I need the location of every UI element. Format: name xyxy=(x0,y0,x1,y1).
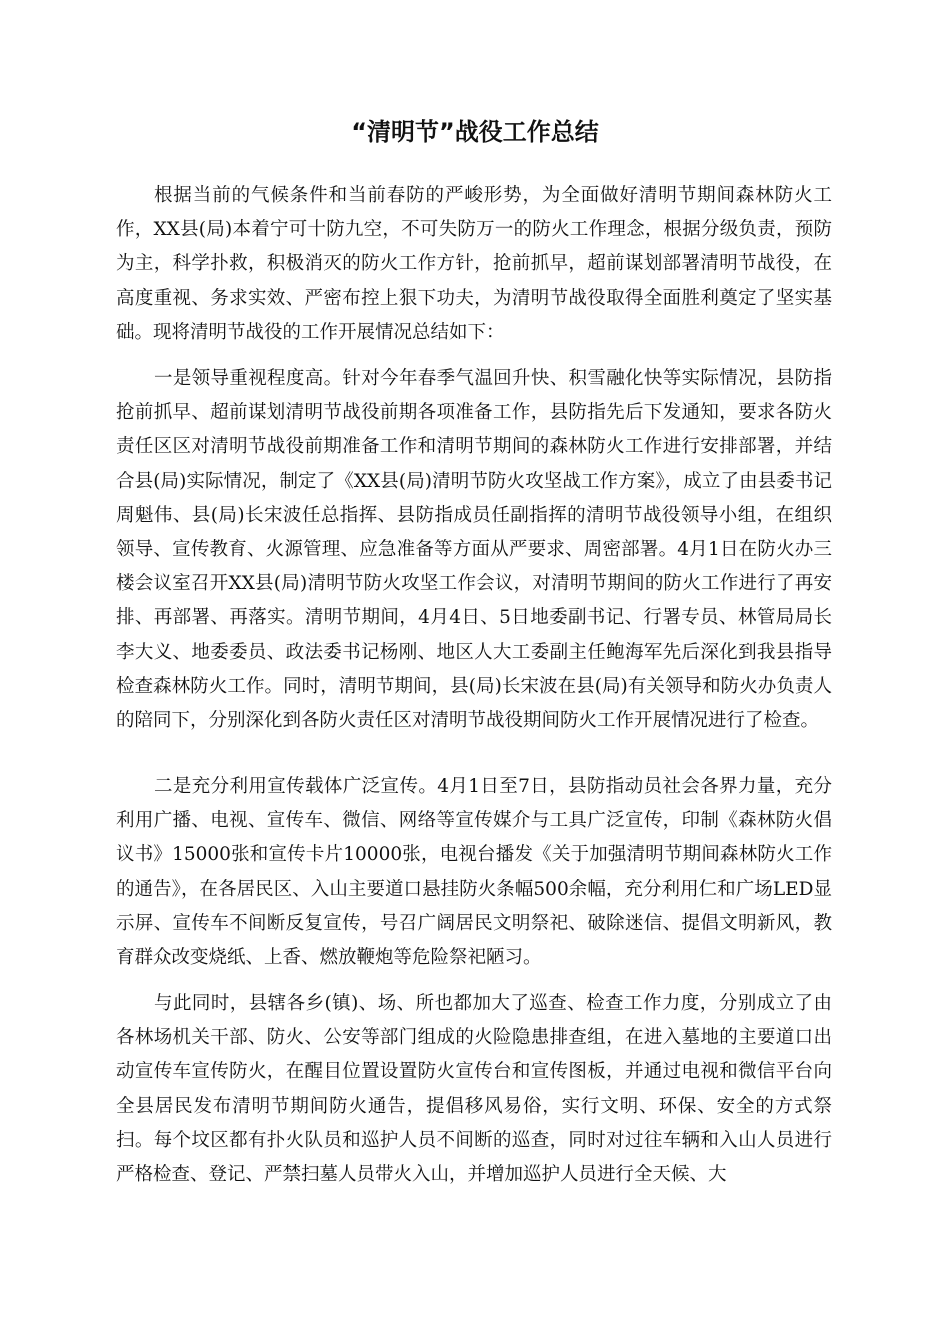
paragraph-leadership: 一是领导重视程度高。针对今年春季气温回升快、积雪融化快等实际情况，县防指抢前抓早、超前谋划清明节战役前期各项准备工作，县防指先后下发通知，要求各防火责任区区对清明节战役前期准备工作和清明节期间的森林防火工作进行安排部署，并结合县(局)实际情况，制定了《XX县(局)清明节防火攻坚战工作方案》，成立了由县委书记周魁伟、县(局)长宋波任总指挥、县防指成员任副指挥的清明节战役领导小组，在组织领导、宣传教育、火源管理、应急准备等方面从严要求、周密部署。4月1日在防火办三楼会议室召开XX县(局)清明节防火攻坚工作会议，对清明节期间的防火工作进行了再安排、再部署、再落实。清明节期间，4月4日、5日地委副书记、行署专员、林管局局长李大义、地委委员、政法委书记杨刚、地区人大工委副主任鲍海军先后深化到我县指导检查森林防火工作。同时，清明节期间，县(局)长宋波在县(局)有关领导和防火办负责人的陪同下，分别深化到各防火责任区对清明节战役期间防火工作开展情况进行了检查。 xyxy=(116,368,832,732)
paragraph-inspection: 与此同时，县辖各乡(镇)、场、所也都加大了巡查、检查工作力度，分别成立了由各林场机关干部、防火、公安等部门组成的火险隐患排查组，在进入墓地的主要道口出动宣传车宣传防火，在醒目位置设置防火宣传台和宣传图板，并通过电视和微信平台向全县居民发布清明节期间防火通告，提倡移风易俗，实行文明、环保、安全的方式祭扫。每个坟区都有扑火队员和巡护人员不间断的巡查，同时对过往车辆和入山人员进行严格检查、登记、严禁扫墓人员带火入山，并增加巡护人员进行全天候、大 xyxy=(116,993,832,1186)
paragraph-intro: 根据当前的气候条件和当前春防的严峻形势，为全面做好清明节期间森林防火工作，XX县(局)本着宁可十防九空，不可失防万一的防火工作理念，根据分级负责，预防为主，科学扑救，积极消灭的防火工作方针，抢前抓早，超前谋划部署清明节战役，在高度重视、务求实效、严密布控上狠下功夫，为清明节战役取得全面胜利奠定了坚实基础。现将清明节战役的工作开展情况总结如下： xyxy=(116,185,832,343)
document-title: “清明节”战役工作总结 xyxy=(351,118,599,146)
paragraph-publicity: 二是充分利用宣传载体广泛宣传。4月1日至7日，县防指动员社会各界力量，充分利用广播、电视、宣传车、微信、网络等宣传媒介与工具广泛宣传，印制《森林防火倡议书》15000张和宣传卡片10000张，电视台播发《关于加强清明节期间森林防火工作的通告》，在各居民区、入山主要道口悬挂防火条幅500余幅，充分利用仁和广场LED显示屏、宣传车不间断反复宣传，号召广阔居民文明祭祀、破除迷信、提倡文明新风，教育群众改变烧纸、上香、燃放鞭炮等危险祭祀陋习。 xyxy=(116,776,832,969)
